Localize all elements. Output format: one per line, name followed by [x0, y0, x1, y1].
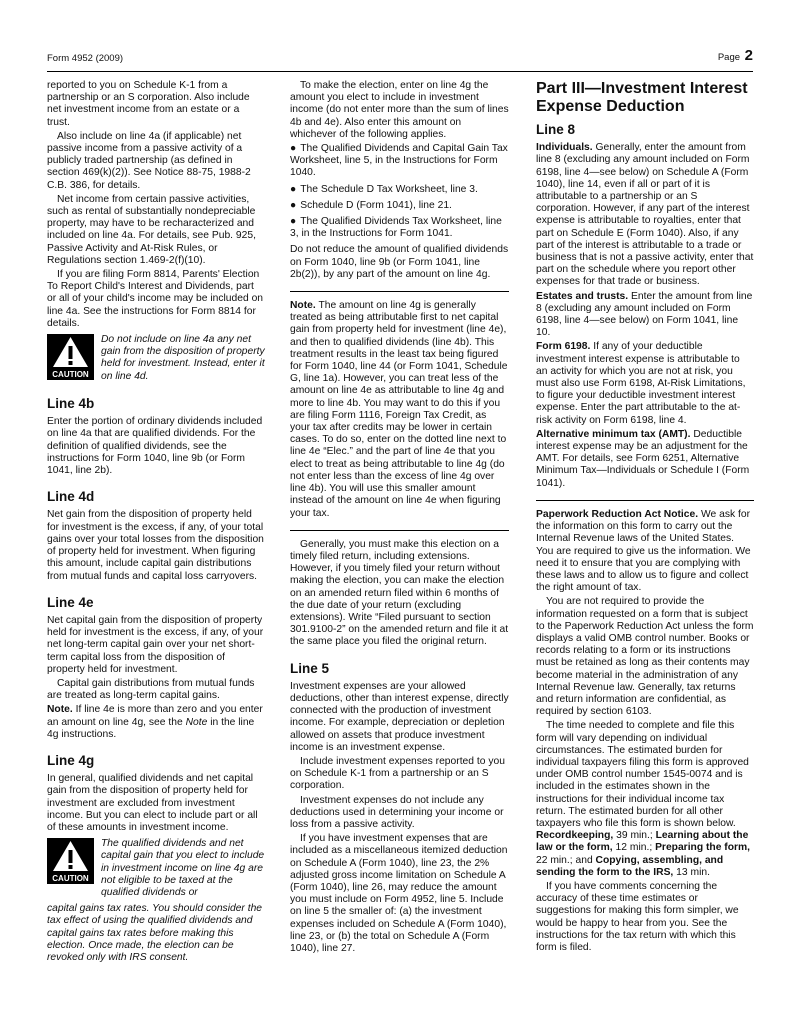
- paragraph: If you have investment expenses that are included as a miscellaneous itemized deduction on Schedule A (Form 1040), line 23, the 2% adjusted gross income limitation on Schedule A (Form 1040), line 26, may reduce the amount you must include on Form 4952, line 5. Include on line 5 the smaller of: (a) the investment expenses included on Schedule A (Form 1040), line 23, or (b) the total on Schedule A (Form 1040), line 27.: [290, 833, 508, 954]
- bullet-icon: ●: [290, 199, 297, 211]
- divider: [536, 500, 754, 501]
- list-item: ● Schedule D (Form 1041), line 21.: [290, 199, 452, 211]
- caution-text: Do not include on line 4a any net gain from the disposition of property held for investment. Instead, enter it on line 4d.: [101, 334, 265, 382]
- paragraph: reported to you on Schedule K-1 from a partnership or an S corporation. Also include net investment income from an estate or a trust.: [47, 80, 250, 128]
- heading-line-8: Line 8: [536, 122, 576, 137]
- divider: [290, 530, 509, 531]
- paragraph: Capital gain distributions from mutual funds are treated as long-term capital gains.: [47, 677, 255, 702]
- list-item: ● The Schedule D Tax Worksheet, line 3.: [290, 183, 478, 195]
- caution-icon: [47, 838, 94, 884]
- paragraph: Also include on line 4a (if applicable) net passive income from a passive activity of a publicly traded partnership (as defined in section 469(k)(2)). See Notice 88-75, 1988-2 C.B. 386, for details.: [47, 130, 251, 191]
- paragraph: Net capital gain from the disposition of property held for investment is the excess, if any, of your net long-term capital gain over your net short-term capital loss from the disposition of property held for investment.: [47, 614, 264, 675]
- bullet-icon: ●: [290, 183, 297, 195]
- paragraph: Individuals. Generally, enter the amount from line 8 (excluding any amount included on Form 6198, line 4—see below) on Schedule A (Form 1040), line 14, even if all or part of it is attributable to a partnership or an S corporation. However, if any part of the interest expense is attributable to royalties, enter that part on Schedule E (Form 1040). Also, if any part of the interest is attributable to a trade or business that is not a passive activity, enter that part on the schedule where you report other expenses for that trade or business.: [536, 142, 754, 288]
- paragraph: Net gain from the disposition of property held for investment is the excess, if any, of your total gains over your total losses from the disposition of property held for investment. When figuring this amount, include capital gain distributions from mutual funds and capital loss carryovers.: [47, 509, 264, 582]
- paragraph: If you are filing Form 8814, Parents' Election To Report Child's Interest and Dividends, part or all of your child's income may be included on line 4a. See the instructions for Form 8814 for details.: [47, 269, 264, 329]
- bullet-icon: ●: [290, 143, 297, 155]
- paragraph: To make the election, enter on line 4g the amount you elect to include in investment income (do not enter more than the sum of lines 4b and 4e). Also enter this amount on whichever of the following applies.: [290, 80, 509, 140]
- column-middle: [290, 80, 509, 957]
- list-item: ● The Qualified Dividends and Capital Gain Tax Worksheet, line 5, in the Instructions for Form 1040.: [290, 143, 508, 179]
- bullet-icon: ●: [290, 216, 297, 228]
- divider: [290, 291, 509, 292]
- heading-line-4e: Line 4e: [47, 594, 94, 610]
- paragraph: Enter the portion of ordinary dividends included on line 4a that are qualified dividends. For the definition of qualified dividends, see the instructions for Form 1040, line 9b (or Form 1041, line 2b).: [47, 416, 263, 477]
- paragraph: The time needed to complete and file this form will vary depending on individual circumstances. The estimated burden for individual taxpayers filing this form is approved under OMB control number 1545-0074 and is included in the estimates shown in the instructions for their individual income tax return. The estimated burden for all other taxpayers who file this form is shown below. Recordkeeping, 39 min.; Learning about the law or the form, 12 min.; Preparing the form, 22 min.; and Copying, assembling, and sending the form to the IRS, 13 min.: [536, 720, 751, 878]
- paragraph: Include investment expenses reported to you on Schedule K-1 from a partnership or an S corporation.: [290, 755, 505, 792]
- paragraph: Estates and trusts. Enter the amount from line 8 (excluding any amount included on Form 6198, line 4—see below) on Form 1041, line 10.: [536, 290, 753, 339]
- caution-note: [47, 838, 265, 899]
- paragraph: Generally, you must make this election on a timely filed return, including extensions. However, if you timely filed your return without making the election, you can make the election on an amended return filed within 6 months of the due date of your return (excluding extensions). Write “Filed pursuant to section 301.9100-2” on the amended return and file it at the same place you filed the original return.: [290, 538, 509, 648]
- page-header: [47, 47, 753, 69]
- form-label: Form 4952 (2009): [47, 53, 124, 64]
- part-title: Part III—Investment Interest Expense Deduction: [536, 80, 748, 115]
- paragraph: Form 6198. If any of your deductible investment interest expense is attributable to an activity for which you are not at risk, you must also use Form 6198, At-Risk Limitations, to figure your deductible investment interest expense. Enter the part attributable to the at-risk activity on Form 6198, line 4.: [536, 341, 746, 426]
- page-number: Page 2: [717, 47, 753, 64]
- column-right: [536, 80, 754, 956]
- paragraph: If you have comments concerning the accuracy of these time estimates or suggestions for making this form simpler, we would be happy to hear from you. See the instructions for the tax return with which this form is filed.: [536, 880, 739, 953]
- column-left: [47, 80, 265, 966]
- paragraph: Net income from certain passive activities, such as rental of substantially nondepreciable property, may have to be recharacterized and included on line 4a. For details, see Pub. 925, Passive Activity and At-Risk Rules, or Regulations section 1.469-2(f)(10).: [47, 193, 256, 266]
- paragraph: You are not required to provide the information requested on a form that is subject to the Paperwork Reduction Act unless the form displays a valid OMB control number. Books or records relating to a form or its instructions must be retained as long as their contents may become material in the administration of any Internal Revenue law. Generally, tax returns and return information are confidential, as required by section 6103.: [536, 596, 754, 718]
- paragraph: Investment expenses are your allowed deductions, other than interest expense, directly connected with the production of investment income. For example, depreciation or depletion allowed on assets that produce investment income is an investment expense.: [290, 680, 509, 753]
- header-rule: [47, 71, 753, 72]
- note-paragraph: Note. If line 4e is more than zero and you enter an amount on line 4g, see the Note in the line 4g instructions.: [47, 704, 263, 740]
- heading-line-4g: Line 4g: [47, 752, 95, 768]
- note-paragraph: Note. The amount on line 4g is generally treated as being attributable first to net capital gain from property held for investment (line 4e), and then to qualified dividends (line 4b). This treatment results in the least tax being figured for Form 1040, line 44 (or Form 1041, Schedule G, line 1a). However, you can treat less of the amount on line 4e as attributable to line 4g and more to line 4b. You may want to do this if you are filing Form 1116, Foreign Tax Credit, as your tax after credits may be lower in certain cases. To do so, enter on the dotted line next to line 4e “Elec.” and the part of line 4e that you elect to treat as being attributable to line 4g (do not enter less than the excess of line 4g over line 4b). You will use this smaller amount instead of the amount on line 4e when figuring your tax.: [290, 300, 508, 519]
- caution-icon: [47, 334, 94, 380]
- svg-text:CAUTION: CAUTION: [52, 370, 89, 380]
- paragraph: Alternative minimum tax (AMT). Deductible interest expense may be an adjustment for the AMT. For details, see Form 6251, Alternative Minimum Tax—Individuals or Schedule I (Form 1041).: [536, 428, 750, 489]
- paragraph: In general, qualified dividends and net capital gain from the disposition of property held for investment are excluded from investment income. But you can elect to include part or all of these amounts in investment income.: [47, 773, 258, 833]
- caution-note: [47, 334, 265, 384]
- list-item: ● The Qualified Dividends Tax Worksheet, line 3, in the Instructions for Form 1041.: [290, 216, 502, 240]
- heading-line-5: Line 5: [290, 660, 330, 676]
- heading-line-4d: Line 4d: [47, 489, 95, 505]
- svg-text:CAUTION: CAUTION: [52, 874, 89, 884]
- paragraph: Paperwork Reduction Act Notice. We ask for the information on this form to carry out the Internal Revenue laws of the United States. You are required to give us the information. We need it to ensure that you are complying with these laws and to allow us to figure and collect the right amount of tax.: [536, 508, 751, 594]
- heading-line-4b: Line 4b: [47, 396, 95, 412]
- caution-text: The qualified dividends and net capital gain that you elect to include in investment income on line 4g are not eligible to be taxed at the qualified dividends or: [101, 838, 265, 898]
- paragraph: Investment expenses do not include any deductions used in determining your income or loss from a passive activity.: [290, 794, 504, 830]
- caution-text-continued: capital gains tax rates. You should consider the tax effect of using the qualified dividends and capital gains tax rates before making this election. Once made, the election can be revoked only with IRS consent.: [47, 903, 263, 963]
- paragraph: Do not reduce the amount of qualified dividends on Form 1040, line 9b (or Form 1041, line 2b(2)), by any part of the amount on line 4g.: [290, 244, 509, 280]
